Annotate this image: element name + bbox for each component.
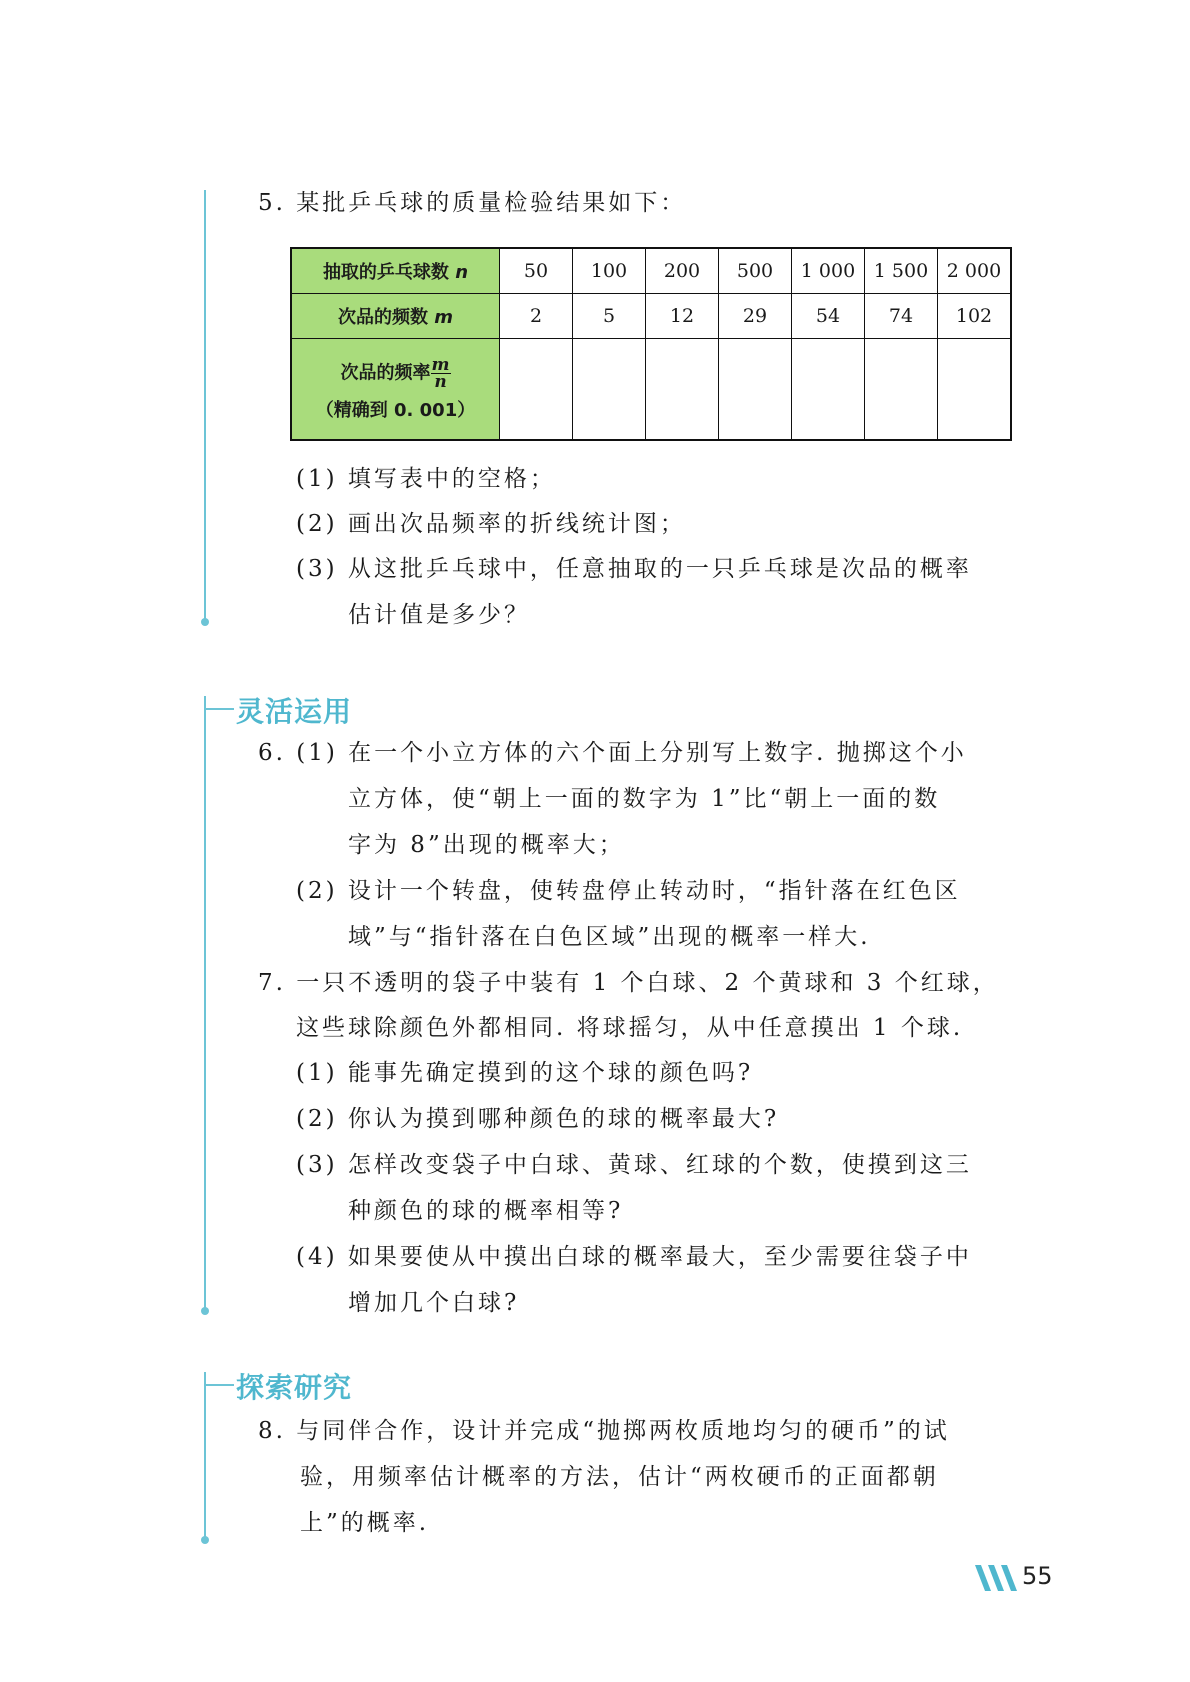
table-cell: 100 (573, 248, 646, 294)
q7-sub3-line1: (3) 怎样改变袋子中白球、黄球、红球的个数，使摸到这三 (296, 1152, 972, 1178)
q6-line4: (2) 设计一个转盘，使转盘停止转动时，“指针落在红色区 (296, 878, 961, 904)
section-heading-apply: 灵活运用 (236, 695, 353, 728)
table-cell: 1 500 (865, 248, 938, 294)
q7-line1: 7. 一只不透明的袋子中装有 1 个白球、2 个黄球和 3 个红球， (258, 970, 999, 996)
table-cell: 200 (646, 248, 719, 294)
blank-cell (938, 339, 1012, 441)
q7-sub3-line2: 种颜色的球的概率相等? (348, 1198, 624, 1224)
blank-cell (792, 339, 865, 441)
q6-line2: 立方体，使“朝上一面的数字为 1”比“朝上一面的数 (348, 786, 941, 812)
blank-cell (865, 339, 938, 441)
section-bar (204, 1372, 206, 1540)
table-row (291, 339, 1011, 441)
q6-line3: 字为 8”出现的概率大； (348, 832, 625, 858)
table-cell: 29 (719, 294, 792, 339)
q5-intro: 5. 某批乒乓球的质量检验结果如下： (258, 190, 687, 216)
blank-cell (500, 339, 573, 441)
section-heading-cap (204, 708, 234, 710)
q5-sub3-line2: 估计值是多少？ (348, 602, 530, 628)
table-row (291, 294, 1011, 339)
table-cell: 2 000 (938, 248, 1012, 294)
row-header-defect-count: 次品的频数 m (291, 294, 500, 339)
table-cell: 74 (865, 294, 938, 339)
q7-line2: 这些球除颜色外都相同. 将球摇匀，从中任意摸出 1 个球. (296, 1015, 964, 1041)
q5-sub1: (1) 填写表中的空格； (296, 466, 556, 492)
section-bar-dot (201, 1536, 209, 1544)
table-cell: 12 (646, 294, 719, 339)
precision-note: （精确到 0. 001） (315, 399, 476, 421)
q8-line3: 上”的概率. (300, 1510, 430, 1536)
blank-cell (573, 339, 646, 441)
row-header-sample-count: 抽取的乒乓球数 n (291, 248, 500, 294)
table-cell: 5 (573, 294, 646, 339)
row-header-defect-frequency: 次品的频率 $\frac{m}{n}$ （精确到 0. 001） (291, 339, 500, 441)
q8-line2: 验，用频率估计概率的方法，估计“两枚硬币的正面都朝 (300, 1464, 939, 1490)
page-number: 55 (1022, 1562, 1053, 1590)
q6-line1: 6. (1) 在一个小立方体的六个面上分别写上数字. 抛掷这个小 (258, 740, 967, 766)
fraction-m-over-n: $\frac{m}{n}$ (431, 354, 450, 392)
table-cell: 1 000 (792, 248, 865, 294)
q7-sub2: (2) 你认为摸到哪种颜色的球的概率最大? (296, 1106, 780, 1132)
page-number-stripes-icon (975, 1563, 1021, 1593)
section-heading-explore: 探索研究 (236, 1371, 353, 1404)
table-cell: 54 (792, 294, 865, 339)
table-row (291, 248, 1011, 294)
table-cell: 500 (719, 248, 792, 294)
table-cell: 50 (500, 248, 573, 294)
q5-sub3-line1: (3) 从这批乒乓球中，任意抽取的一只乒乓球是次品的概率 (296, 556, 972, 582)
q7-sub4-line1: (4) 如果要使从中摸出白球的概率最大，至少需要往袋子中 (296, 1244, 972, 1270)
table-cell: 2 (500, 294, 573, 339)
section-bar-dot (201, 1307, 209, 1315)
table-cell: 102 (938, 294, 1012, 339)
q8-line1: 8. 与同伴合作，设计并完成“抛掷两枚质地均匀的硬币”的试 (258, 1418, 950, 1444)
q7-sub1: (1) 能事先确定摸到的这个球的颜色吗? (296, 1060, 754, 1086)
section-heading-cap (204, 1384, 234, 1386)
q7-sub4-line2: 增加几个白球? (348, 1290, 520, 1316)
section-bar (204, 696, 206, 1310)
blank-cell (719, 339, 792, 441)
section-bar (204, 190, 206, 622)
q5-sub2: (2) 画出次品频率的折线统计图； (296, 511, 686, 537)
quality-table (290, 247, 1012, 441)
q6-line5: 域”与“指针落在白色区域”出现的概率一样大. (348, 924, 871, 950)
blank-cell (646, 339, 719, 441)
section-bar-dot (201, 618, 209, 626)
